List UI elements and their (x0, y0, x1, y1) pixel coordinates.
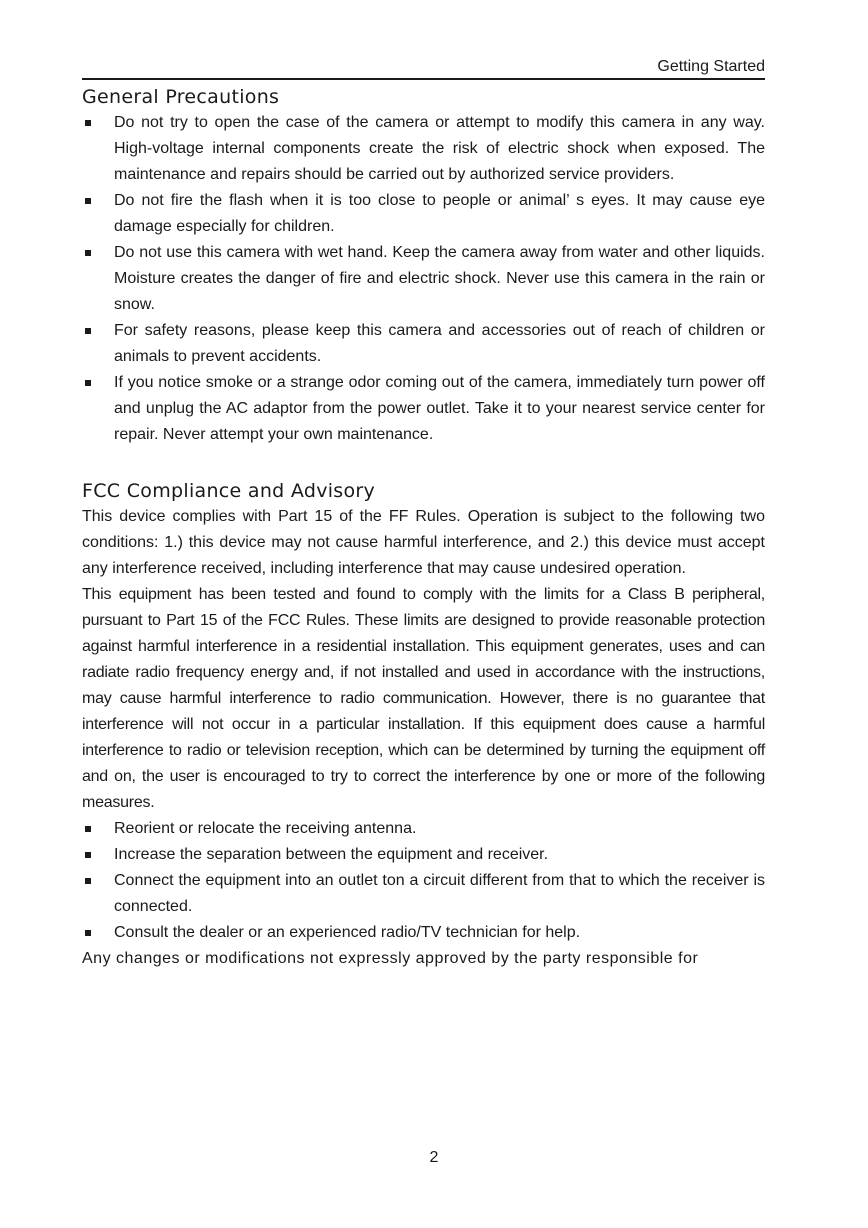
general-precautions-list (82, 110, 765, 448)
list-item-text: Do not fire the flash when it is too close to people or animal’ s eyes. It may cause eye damage especially for children. (114, 192, 765, 235)
list-item-text: Consult the dealer or an experienced radio/TV technician for help. (114, 924, 581, 941)
square-bullet-icon (85, 930, 91, 936)
fcc-measures-list (82, 816, 765, 946)
fcc-compliance-title: FCC Compliance and Advisory (82, 480, 376, 502)
general-precautions-title: General Precautions (82, 86, 280, 108)
list-item-text: Do not use this camera with wet hand. Keep the camera away from water and other liquids. Moisture creates the danger of fire and electric shock. Never use this camera in the rain or snow. (114, 244, 765, 313)
list-item (82, 868, 765, 920)
list-item (82, 842, 765, 868)
page-number: 2 (429, 1149, 439, 1166)
list-item (82, 318, 765, 370)
fcc-paragraph-modifications: Any changes or modifications not expressly approved by the party responsible for (82, 950, 699, 967)
list-item-text: Reorient or relocate the receiving antenna. (114, 820, 417, 837)
square-bullet-icon (85, 878, 91, 884)
list-item-text: If you notice smoke or a strange odor coming out of the camera, immediately turn power off and unplug the AC adaptor from the power outlet. Take it to your nearest service center for repair. Never attempt your own maintenance. (114, 374, 765, 443)
list-item (82, 920, 765, 946)
fcc-paragraph-compliance: This device complies with Part 15 of the FF Rules. Operation is subject to the following two conditions: 1.) this device may not cause harmful interference, and 2.) this device must accept any interference received, including interference that may cause undesired operation. (82, 508, 765, 577)
list-item (82, 816, 765, 842)
square-bullet-icon (85, 198, 91, 204)
square-bullet-icon (85, 120, 91, 126)
square-bullet-icon (85, 328, 91, 334)
list-item-text: Connect the equipment into an outlet ton a circuit different from that to which the receiver is connected. (114, 872, 765, 915)
header-rule (82, 78, 765, 80)
list-item-text: Do not try to open the case of the camera or attempt to modify this camera in any way. High-voltage internal components create the risk of electric shock when exposed. The maintenance and repairs should be carried out by authorized service providers. (114, 114, 765, 183)
list-item (82, 110, 765, 188)
running-header: Getting Started (657, 58, 765, 75)
square-bullet-icon (85, 250, 91, 256)
list-item-text: For safety reasons, please keep this camera and accessories out of reach of children or animals to prevent accidents. (114, 322, 765, 365)
square-bullet-icon (85, 380, 91, 386)
list-item (82, 188, 765, 240)
list-item (82, 240, 765, 318)
square-bullet-icon (85, 826, 91, 832)
page-content (82, 84, 765, 972)
fcc-paragraph-testing: This equipment has been tested and found to comply with the limits for a Class B peripheral, pursuant to Part 15 of the FCC Rules. These limits are designed to provide reasonable protection against harmful interference in a residential installation. This equipment generates, uses and can radiate radio frequency energy and, if not installed and used in accordance with the instructions, may cause harmful interference to radio communication. However, there is no guarantee that interference will not occur in a particular installation. If this equipment does cause a harmful interference to radio or television reception, which can be determined by turning the equipment off and on, the user is encouraged to try to correct the interference by one or more of the following measures. (82, 586, 765, 811)
list-item (82, 370, 765, 448)
list-item-text: Increase the separation between the equipment and receiver. (114, 846, 549, 863)
square-bullet-icon (85, 852, 91, 858)
